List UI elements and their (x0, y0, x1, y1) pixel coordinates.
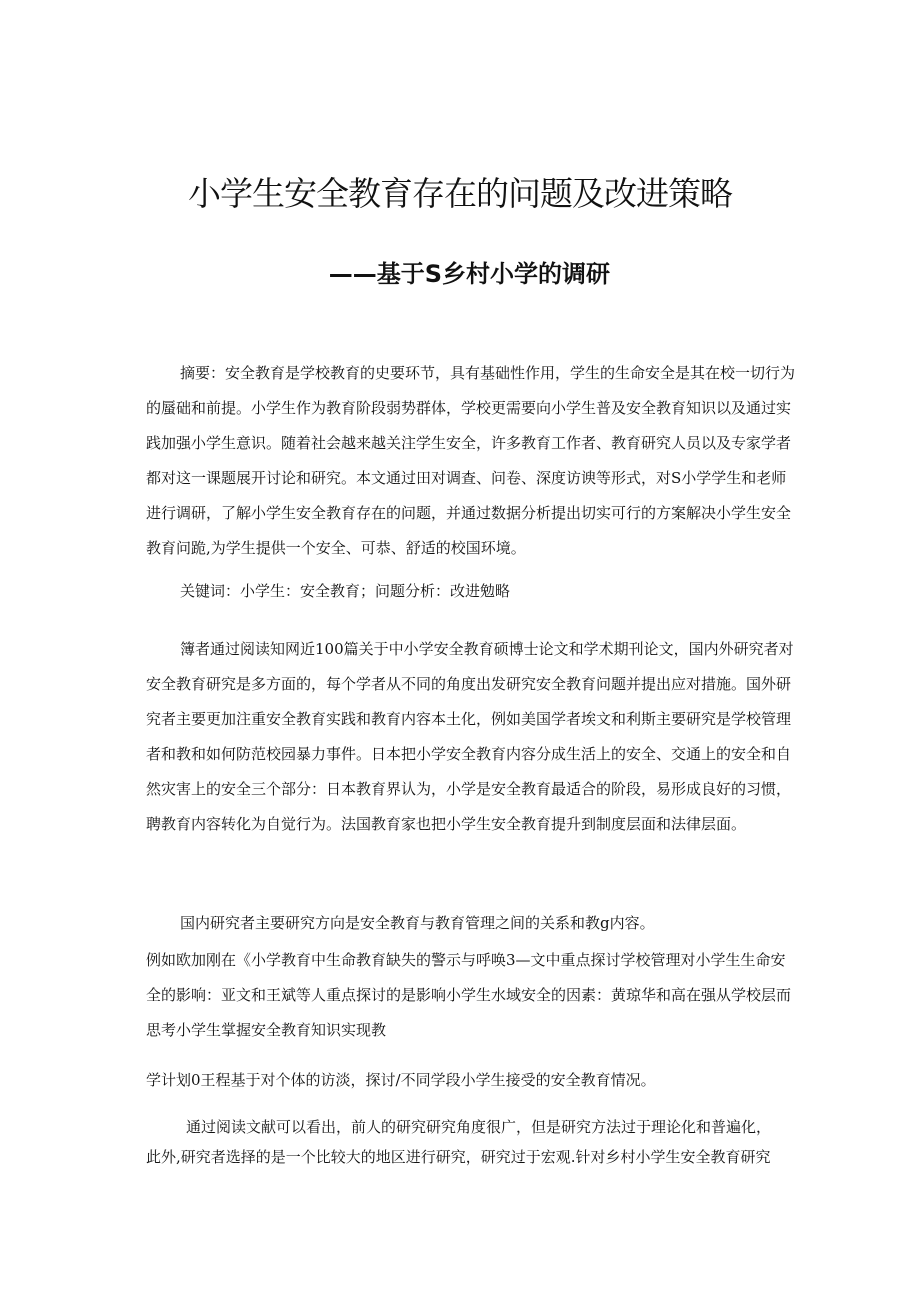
summary-line-1: 通过阅读文献可以看出，前人的研究研究角度很广，但是研究方法过于理论化和普遍化， (186, 1118, 772, 1136)
document-subtitle: ——基于S乡村小学的调研 (328, 260, 610, 288)
document-title: 小学生安全教育存在的问题及改进策略 (188, 174, 732, 213)
literature-review-paragraph: 簿者通过阅读知网近100篇关于中小学安全教育硕博士论文和学术期刊论文，国内外研究者对安全教育研究是多方面的，每个学者从不同的角度出发研究安全教育问题并提出应对措施。国外研究者主要更加注重安全教育实践和教育内容本土化，例如美国学者埃文和利斯主要研究是学校管理者和教和如何防范校园暴力事件。日本把小学安全教育内容分成生活上的安全、交通上的安全和自然灾害上的安全三个部分：日本教育界认为，小学是安全教育最适合的阶段，易形成良好的习惯，聘教育内容转化为自觉行为。法国教育家也把小学生安全教育提升到制度层面和法律层面。 (146, 640, 794, 833)
domestic-examples-paragraph: 例如欧加刚在《小学教育中生命教育缺失的警示与呼唤3—文中重点探讨学校管理对小学生生命安全的影响：亚文和王斌等人重点探讨的是影响小学生水域安全的因素：黄琼华和高在强从学校层而思考小学生掌握安全教育知识实现教 (146, 951, 792, 1039)
study-plan-paragraph: 学计划0王程基于对个体的访淡，探讨/不同学段小学生接受的安全教育情况。 (146, 1071, 656, 1089)
summary-paragraph (146, 1112, 798, 1172)
summary-line-2: 此外,研究者选择的是一个比较大的地区进行研究，研究过于宏观.针对乡村小学生安全教育研究 (146, 1148, 771, 1166)
keywords-paragraph: 关键词：小学生：安全教育；问题分析：改进勉略 (180, 582, 511, 600)
abstract-paragraph: 摘要：安全教育是学校教育的史要环节，具有基础性作用，学生的生命安全是其在校一切行为的蜃础和前提。小学生作为教育阶段弱势群体，学校更需要向小学生普及安全教育知识以及通过实践加强小学生意识。随着社会越来越关注学生安全，许多教育工作者、教育研究人员以及专家学者都对这一课题展开讨论和研究。本文通过田对调查、问卷、深度访谀等形式，对S小学学生和老师进行调研，了解小学生安全教育存在的问题，并通过数据分析提出切实可行的方案解决小学生安全教育问跪,为学生提供一个安全、可恭、舒适的校国环境。 (146, 364, 796, 557)
domestic-research-paragraph: 国内研究者主要研究方向是安全教育与教育管理之间的关系和教g内容。 (180, 914, 655, 932)
